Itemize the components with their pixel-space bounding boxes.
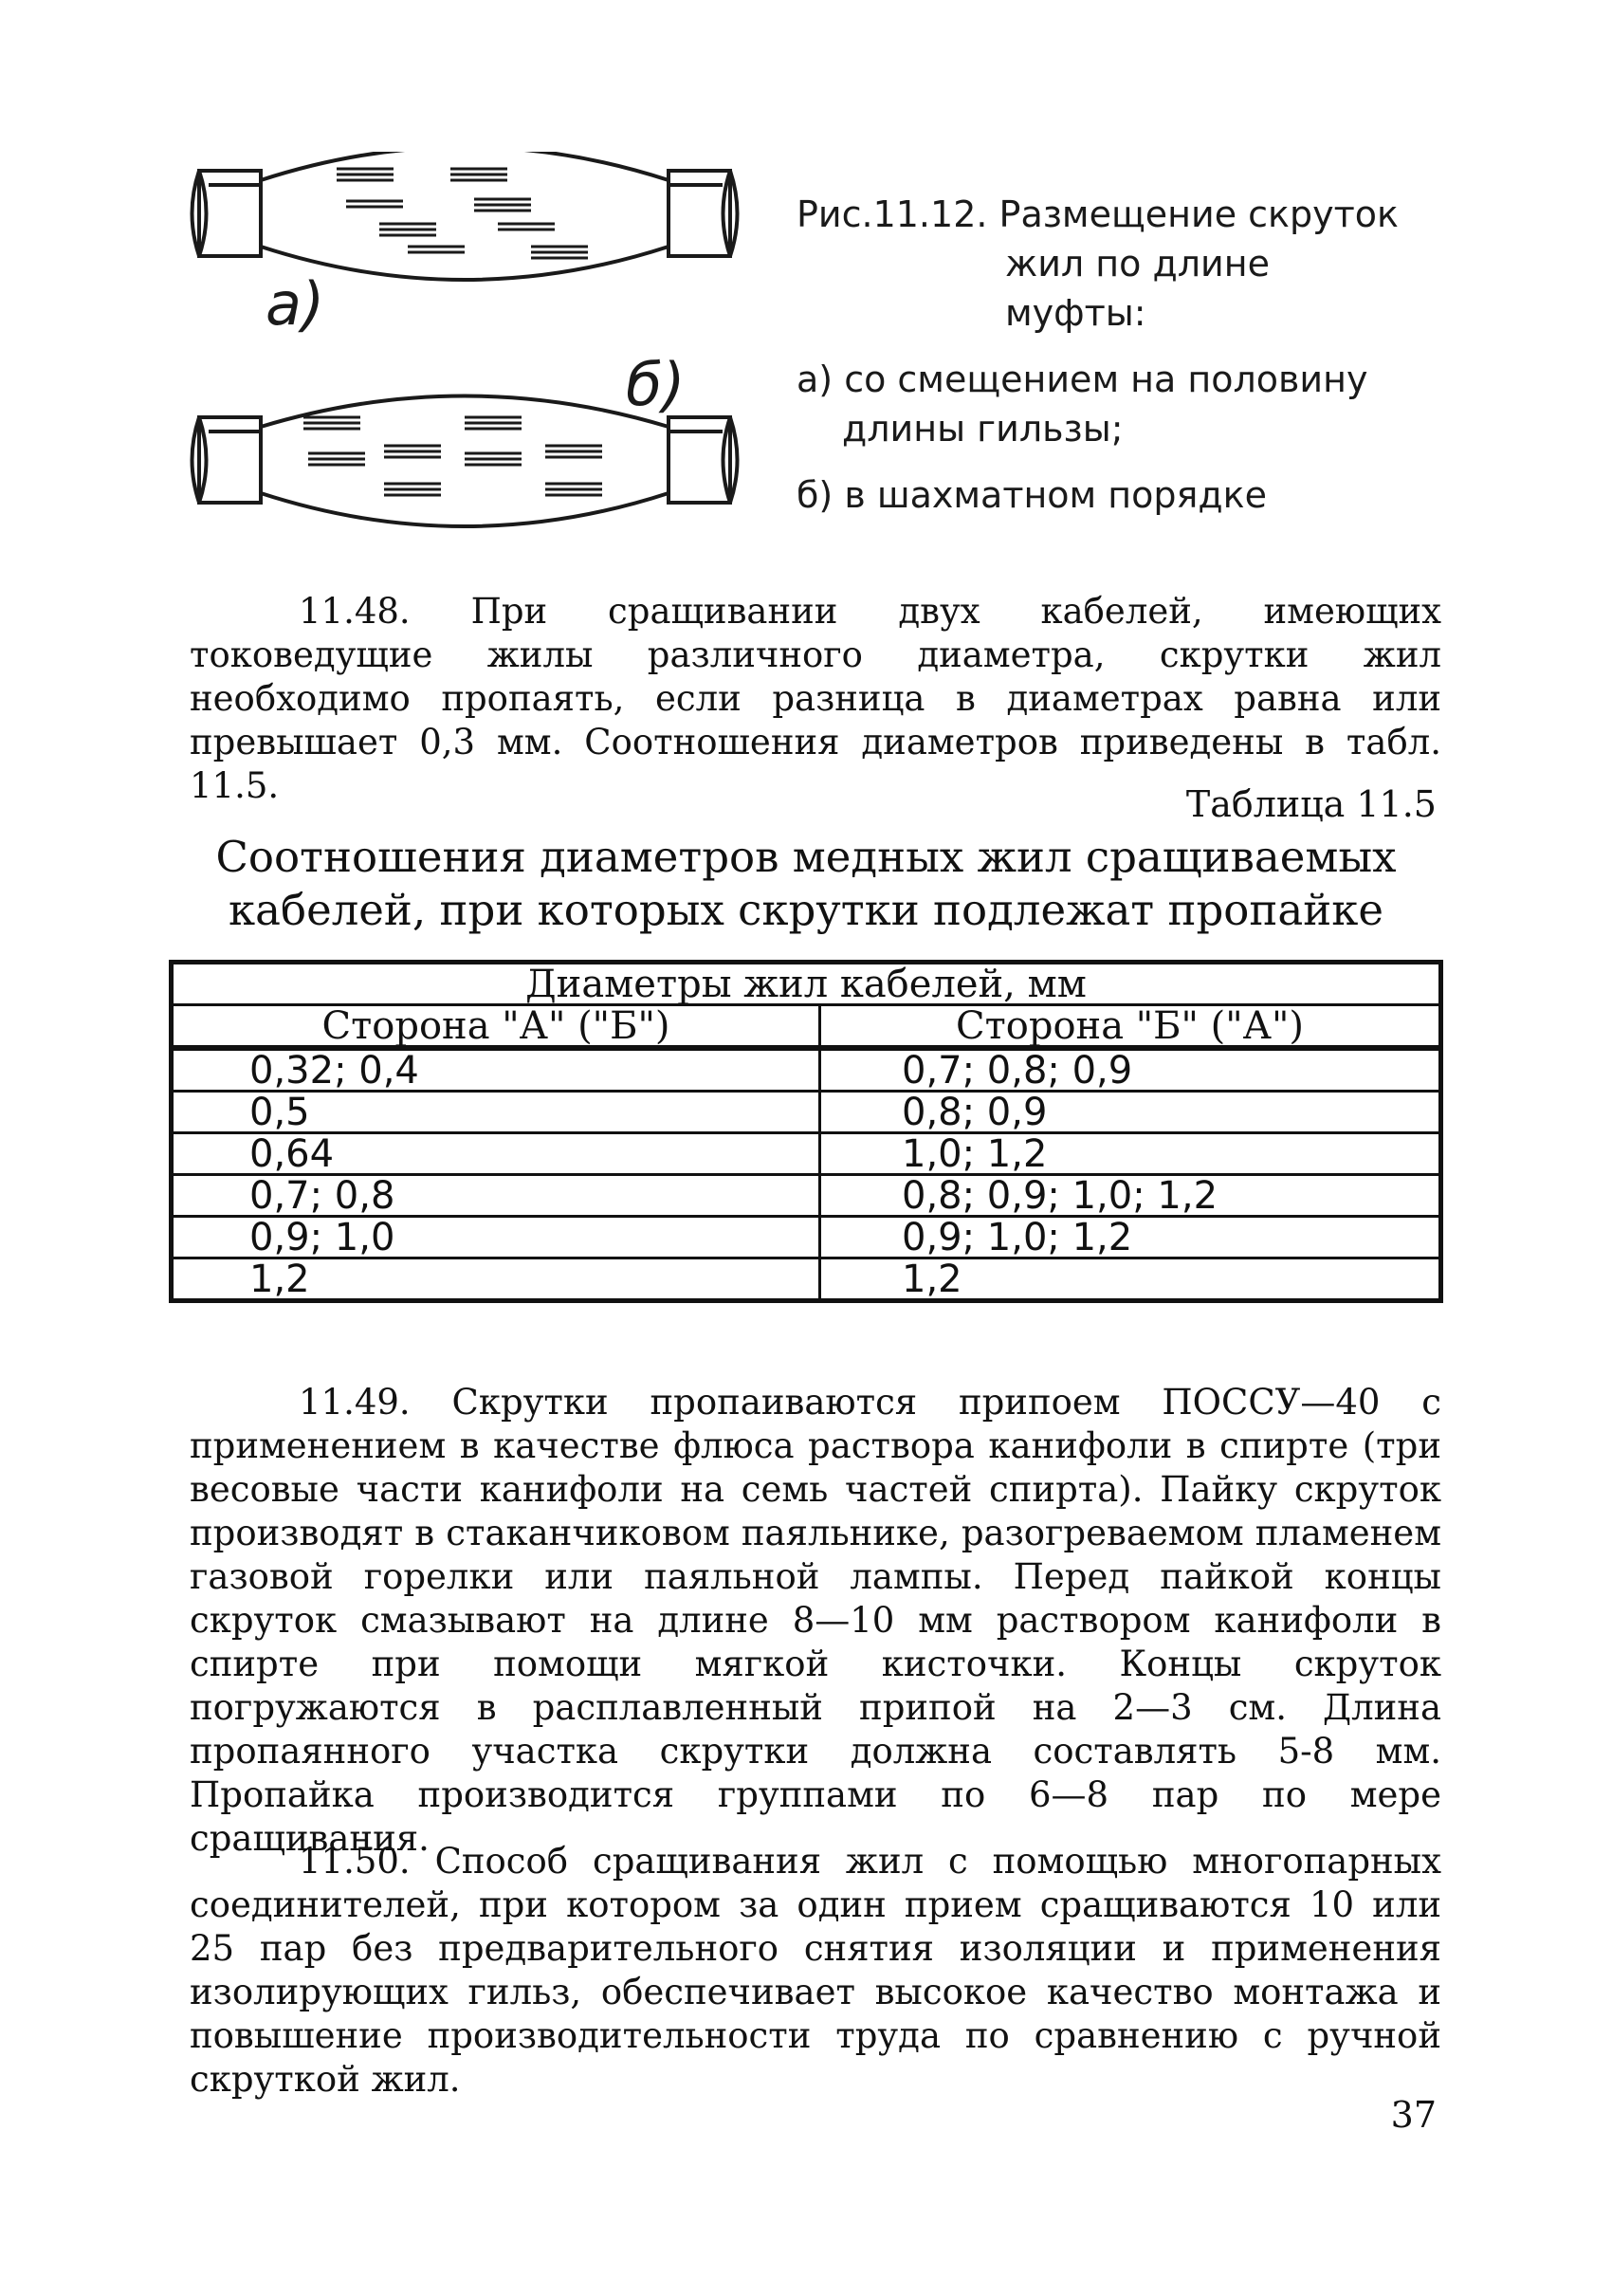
cell-side-a: 0,32; 0,4 [172, 1048, 820, 1092]
cell-side-b: 1,0; 1,2 [820, 1133, 1441, 1175]
table-row [172, 1217, 1441, 1258]
caption-item-b: б) в шахматном порядке [797, 474, 1267, 516]
caption-title: Рис.11.12. Размещение скруток [797, 193, 1399, 235]
paragraph-11-49-text: 11.49. Скрутки пропаиваются припоем ПОССУ—40 с применением в качестве флюса раствора канифоли в спирте (три весовые части канифоли на семь частей спирта). Пайку скруток производят в стаканчиковом паяльнике, разогреваемом пламенем газовой горелки или паяльной лампы. Перед пайкой концы скруток смазывают на длине 8—10 мм раствором канифоли в спирте при помощи мягкой кисточки. Концы скруток погружаются в расплавленный припой на 2—3 см. Длина пропаянного участка скрутки должна составлять 5-8 мм. Пропайка производится группами по 6—8 пар по мере сращивания. [190, 1382, 1441, 1859]
cell-side-a: 0,7; 0,8 [172, 1175, 820, 1217]
table-row [172, 1092, 1441, 1133]
table-row [172, 1133, 1441, 1175]
splice-a-drawing [192, 152, 738, 280]
paragraph-11-48 [190, 590, 1441, 808]
cell-side-b: 0,9; 1,0; 1,2 [820, 1217, 1441, 1258]
cell-side-a: 0,5 [172, 1092, 820, 1133]
cell-side-a: 0,64 [172, 1133, 820, 1175]
cell-side-b: 1,2 [820, 1258, 1441, 1301]
table-title-line-2: кабелей, при которых скрутки подлежат пропайке [229, 885, 1383, 935]
page-number: 37 [1390, 2094, 1437, 2136]
figure-label-b: б) [626, 350, 686, 419]
table-title [171, 831, 1441, 937]
paragraph-11-48-text: 11.48. При сращивании двух кабелей, имеющих токоведущие жилы различного диаметра, скрутки жил необходимо пропаять, если разница в диаметрах равна или превышает 0,3 мм. Соотношения диаметров приведены в табл. 11.5. [190, 591, 1441, 806]
caption-title-continued: жил по длине муфты: [1005, 243, 1270, 334]
column-header-side-b: Сторона "Б" ("А") [820, 1005, 1441, 1049]
table-row [172, 1048, 1441, 1092]
diameters-table [169, 960, 1443, 1303]
cell-side-b: 0,8; 0,9; 1,0; 1,2 [820, 1175, 1441, 1217]
figure-label-a: а) [266, 269, 325, 339]
column-header-side-a: Сторона "А" ("Б") [172, 1005, 820, 1049]
cell-side-a: 1,2 [172, 1258, 820, 1301]
table-row [172, 1258, 1441, 1301]
figure-caption [797, 190, 1403, 537]
table-label: Таблица 11.5 [1185, 783, 1437, 825]
paragraph-11-49 [190, 1381, 1441, 1861]
table-header: Диаметры жил кабелей, мм [172, 963, 1441, 1005]
cell-side-b: 0,8; 0,9 [820, 1092, 1441, 1133]
table-title-line-1: Соотношения диаметров медных жил сращиваемых [215, 832, 1397, 882]
caption-item-a: а) со смещением на половину длины гильзы; [797, 358, 1368, 450]
paragraph-11-50 [190, 1840, 1441, 2102]
paragraph-11-50-text: 11.50. Способ сращивания жил с помощью многопарных соединителей, при котором за один прием сращиваются 10 или 25 пар без предварительного снятия изоляции и применения изолирующих гильз, обеспечивает высокое качество монтажа и повышение производительности труда по сравнению с ручной скруткой жил. [190, 1841, 1441, 2100]
cell-side-a: 0,9; 1,0 [172, 1217, 820, 1258]
cell-side-b: 0,7; 0,8; 0,9 [820, 1048, 1441, 1092]
table-row [172, 1175, 1441, 1217]
figure-11-12 [180, 152, 1432, 569]
